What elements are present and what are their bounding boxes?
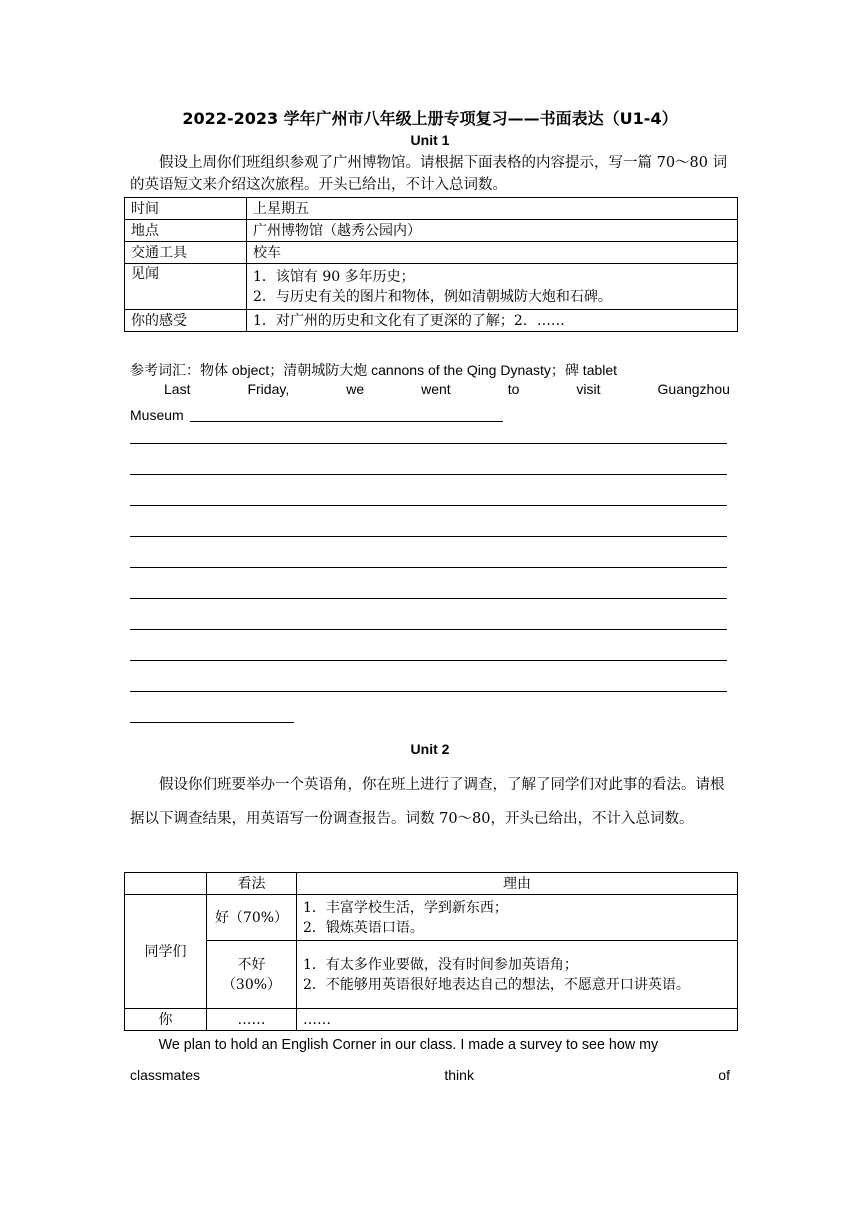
row-label: 你的感受 bbox=[125, 310, 247, 332]
table-header-row bbox=[125, 873, 738, 895]
unit1-heading: Unit 1 bbox=[410, 132, 450, 148]
answer-line[interactable] bbox=[130, 567, 727, 568]
header-cell: 理由 bbox=[297, 873, 738, 895]
answer-line[interactable] bbox=[190, 421, 503, 422]
table-row bbox=[125, 895, 738, 941]
opinion-cell: …… bbox=[207, 1009, 297, 1031]
answer-line[interactable] bbox=[130, 722, 294, 723]
table-row bbox=[125, 220, 738, 242]
unit2-opening-line2 bbox=[130, 1067, 730, 1083]
row-value: 校车 bbox=[247, 242, 738, 264]
unit2-opening-line1: We plan to hold an English Corner in our class. I made a survey to see how my bbox=[158, 1037, 659, 1053]
unit2-survey-table bbox=[124, 872, 738, 1031]
answer-line[interactable] bbox=[130, 536, 727, 537]
unit1-opening-line1 bbox=[164, 381, 730, 397]
opinion-cell bbox=[207, 941, 297, 1009]
you-label: 你 bbox=[125, 1009, 207, 1031]
reason-line: 1．有太多作业要做，没有时间参加英语角； bbox=[303, 956, 578, 973]
table-row bbox=[125, 310, 738, 332]
opening-word: think bbox=[444, 1067, 474, 1083]
table-row bbox=[125, 198, 738, 220]
opening-word: classmates bbox=[130, 1067, 201, 1083]
opening-word: Museum bbox=[130, 407, 184, 423]
reason-cell bbox=[297, 895, 738, 941]
opening-word: Friday, bbox=[247, 381, 290, 397]
row-value-line: 2．与历史有关的图片和物体，例如清朝城防大炮和石碑。 bbox=[253, 288, 612, 305]
unit1-prompt: 假设上周你们班组织参观了广州博物馆。请根据下面表格的内容提示，写一篇 70～80 词的英语短文来介绍这次旅程。开头已给出，不计入总词数。 bbox=[130, 155, 728, 193]
reason-cell: …… bbox=[297, 1009, 738, 1031]
unit1-opening-line2 bbox=[130, 404, 730, 426]
opinion-line: 不好 bbox=[237, 956, 266, 973]
reason-line: 2．锻炼英语口语。 bbox=[303, 919, 424, 936]
table-row bbox=[125, 264, 738, 310]
answer-line[interactable] bbox=[130, 443, 727, 444]
header-cell bbox=[125, 873, 207, 895]
group-label: 同学们 bbox=[125, 895, 207, 1009]
opening-word: Last bbox=[164, 381, 191, 397]
row-value: 1．对广州的历史和文化有了更深的了解；2．…… bbox=[247, 310, 738, 332]
reason-line: 1．丰富学校生活，学到新东西； bbox=[303, 899, 508, 916]
reason-cell bbox=[297, 941, 738, 1009]
unit1-info-table bbox=[124, 197, 738, 332]
unit2-heading: Unit 2 bbox=[410, 741, 450, 757]
row-value: 上星期五 bbox=[247, 198, 738, 220]
row-label: 时间 bbox=[125, 198, 247, 220]
opening-word: to bbox=[507, 381, 520, 397]
opening-word: we bbox=[346, 381, 365, 397]
header-cell: 看法 bbox=[207, 873, 297, 895]
opinion-cell: 好（70%） bbox=[207, 895, 297, 941]
row-value-line: 1．该馆有 90 多年历史； bbox=[253, 268, 415, 285]
row-label: 交通工具 bbox=[125, 242, 247, 264]
table-row bbox=[125, 1009, 738, 1031]
answer-line[interactable] bbox=[130, 505, 727, 506]
opinion-line: （30%） bbox=[221, 976, 282, 993]
table-row bbox=[125, 242, 738, 264]
unit1-vocab: 参考词汇：物体 object；清朝城防大炮 cannons of the Qing Dynasty；碑 tablet bbox=[130, 362, 618, 378]
answer-line[interactable] bbox=[130, 598, 727, 599]
row-value bbox=[247, 264, 738, 310]
table-row bbox=[125, 941, 738, 1009]
answer-line[interactable] bbox=[130, 691, 727, 692]
opening-word: visit bbox=[576, 381, 601, 397]
reason-line: 2．不能够用英语很好地表达自己的想法，不愿意开口讲英语。 bbox=[303, 976, 690, 993]
opening-word: of bbox=[718, 1067, 730, 1083]
opening-word: Guangzhou bbox=[657, 381, 730, 397]
opening-word: went bbox=[421, 381, 451, 397]
answer-line[interactable] bbox=[130, 474, 727, 475]
page-title: 2022-2023 学年广州市八年级上册专项复习——书面表达（U1-4） bbox=[182, 109, 678, 128]
row-label: 见闻 bbox=[125, 264, 247, 310]
row-label: 地点 bbox=[125, 220, 247, 242]
unit2-prompt: 假设你们班要举办一个英语角，你在班上进行了调查，了解了同学们对此事的看法。请根据以下调查结果，用英语写一份调查报告。词数 70～80，开头已给出，不计入总词数。 bbox=[130, 777, 725, 827]
row-value: 广州博物馆（越秀公园内） bbox=[247, 220, 738, 242]
answer-line[interactable] bbox=[130, 629, 727, 630]
answer-line[interactable] bbox=[130, 660, 727, 661]
